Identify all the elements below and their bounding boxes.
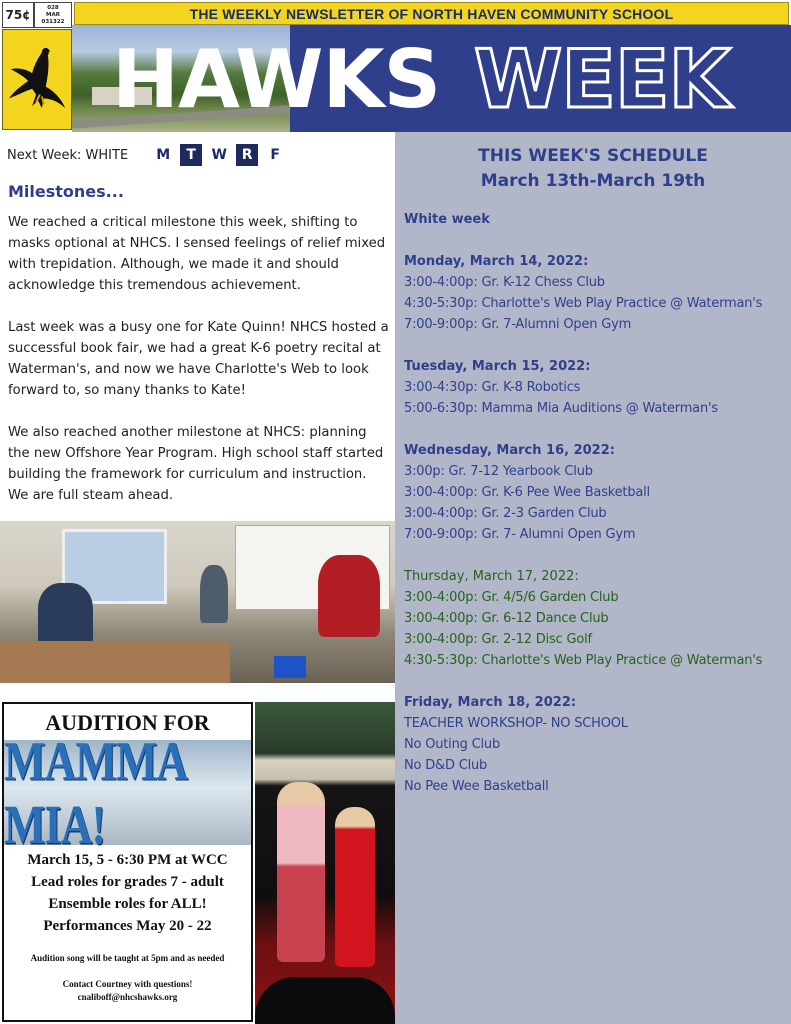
poster-heading: AUDITION FOR bbox=[45, 710, 210, 735]
poster-line: March 15, 5 - 6:30 PM at WCC bbox=[27, 852, 228, 868]
schedule-panel bbox=[395, 132, 791, 1024]
issue-month: MAR bbox=[46, 12, 60, 18]
schedule-day-heading: Monday, March 14, 2022: bbox=[404, 254, 589, 269]
schedule-day-heading: Wednesday, March 16, 2022: bbox=[404, 443, 615, 458]
price-box bbox=[2, 2, 34, 28]
poster-contact-line: Contact Courtney with questions! bbox=[62, 979, 193, 989]
schedule-day-heading: Friday, March 18, 2022: bbox=[404, 695, 577, 710]
schedule-event: 4:30-5:30p: Charlotte's Web Play Practice @ Waterman's bbox=[404, 296, 763, 311]
schedule-event: No D&D Club bbox=[404, 758, 488, 773]
schedule-event: 3:00-4:00p: Gr. 6-12 Dance Club bbox=[404, 611, 609, 626]
classroom-bin bbox=[274, 656, 306, 678]
schedule-day-thursday bbox=[404, 566, 789, 671]
schedule-title bbox=[395, 144, 791, 194]
classroom-person bbox=[200, 565, 228, 623]
milestones-paragraph-2: Last week was a busy one for Kate Quinn! NHCS hosted a successful book fair, we had a great K-6 poetry recital at Waterman's, and now we have Charlotte's Web to look forward to, so many thanks to Kate! bbox=[8, 320, 389, 398]
title-week: WEEK bbox=[474, 33, 730, 126]
issue-number: 028 bbox=[47, 5, 59, 11]
day-t: T bbox=[180, 144, 202, 166]
hawk-icon bbox=[3, 30, 71, 129]
day-f: F bbox=[270, 147, 280, 163]
classroom-person bbox=[38, 583, 93, 647]
classroom-table bbox=[0, 641, 230, 683]
schedule-event: 3:00-4:00p: Gr. 2-12 Disc Golf bbox=[404, 632, 592, 647]
schedule-day-wednesday bbox=[404, 440, 789, 545]
day-r: R bbox=[236, 144, 258, 166]
price: 75¢ bbox=[5, 8, 31, 22]
classroom-photo bbox=[0, 521, 395, 683]
next-week-bar bbox=[0, 138, 395, 172]
schedule-day-friday bbox=[404, 692, 789, 797]
poster-title-band bbox=[4, 730, 251, 855]
schedule-event: 7:00-9:00p: Gr. 7- Alumni Open Gym bbox=[404, 527, 636, 542]
milestones-paragraph-1: We reached a critical milestone this week, shifting to masks optional at NHCS. I sensed feelings of relief mixed with trepidation. Although, we made it and should acknowledge this tremendous achievement. bbox=[8, 215, 386, 293]
schedule-event: 3:00-4:00p: Gr. K-6 Pee Wee Basketball bbox=[404, 485, 650, 500]
schedule-event: 3:00p: Gr. 7-12 Yearbook Club bbox=[404, 464, 593, 479]
schedule-event: 3:00-4:30p: Gr. K-8 Robotics bbox=[404, 380, 581, 395]
schedule-body bbox=[404, 209, 789, 818]
schedule-date-range: March 13th-March 19th bbox=[480, 171, 706, 191]
schedule-day-tuesday bbox=[404, 356, 789, 419]
school-logo bbox=[2, 29, 72, 130]
schedule-event: 5:00-6:30p: Mamma Mia Auditions @ Waterman's bbox=[404, 401, 718, 416]
schedule-event: TEACHER WORKSHOP- NO SCHOOL bbox=[404, 716, 628, 731]
rotation-days bbox=[152, 144, 286, 166]
poster-line: Ensemble roles for ALL! bbox=[48, 896, 207, 912]
issue-box bbox=[34, 2, 72, 28]
schedule-event: 4:30-5:30p: Charlotte's Web Play Practice @ Waterman's bbox=[404, 653, 763, 668]
poster-show-title: MAMMA MIA! bbox=[4, 730, 185, 855]
schedule-event: 3:00-4:00p: Gr. K-12 Chess Club bbox=[404, 275, 605, 290]
schedule-day-heading: Thursday, March 17, 2022: bbox=[404, 569, 579, 584]
milestones-paragraph-3: We also reached another milestone at NHCS: planning the new Offshore Year Program. High school staff started building the framework for curriculum and instruction. We are full steam ahead. bbox=[8, 425, 384, 503]
milestones-article bbox=[8, 212, 390, 527]
schedule-event: No Outing Club bbox=[404, 737, 500, 752]
schedule-event: No Pee Wee Basketball bbox=[404, 779, 549, 794]
classroom-person bbox=[318, 555, 380, 637]
next-week-label: Next Week: WHITE bbox=[7, 147, 129, 163]
schedule-event: 3:00-4:00p: Gr. 2-3 Garden Club bbox=[404, 506, 607, 521]
poster-line: Performances May 20 - 22 bbox=[43, 918, 212, 934]
poster-line: Lead roles for grades 7 - adult bbox=[31, 874, 224, 890]
schedule-week-label: White week bbox=[404, 212, 490, 227]
milestones-heading: Milestones... bbox=[8, 182, 124, 201]
performer bbox=[277, 782, 325, 962]
schedule-day-monday bbox=[404, 251, 789, 335]
title-hawks: HAWKS bbox=[112, 33, 441, 126]
audience-heads bbox=[255, 977, 395, 1024]
audition-poster bbox=[2, 702, 253, 1022]
day-m: M bbox=[156, 147, 171, 163]
issue-date: 031322 bbox=[41, 19, 65, 25]
schedule-event: 7:00-9:00p: Gr. 7-Alumni Open Gym bbox=[404, 317, 632, 332]
poster-contact-email: cnaliboff@nhcshawks.org bbox=[77, 992, 178, 1002]
stage-photo bbox=[255, 702, 395, 1024]
schedule-event: 3:00-4:00p: Gr. 4/5/6 Garden Club bbox=[404, 590, 619, 605]
day-w: W bbox=[211, 147, 227, 163]
schedule-day-heading: Tuesday, March 15, 2022: bbox=[404, 359, 591, 374]
poster-note: Audition song will be taught at 5pm and as needed bbox=[30, 953, 225, 963]
schedule-title-line: THIS WEEK'S SCHEDULE bbox=[478, 146, 708, 166]
newsletter-tagline: THE WEEKLY NEWSLETTER OF NORTH HAVEN COMMUNITY SCHOOL bbox=[74, 2, 789, 25]
performer bbox=[335, 807, 375, 967]
